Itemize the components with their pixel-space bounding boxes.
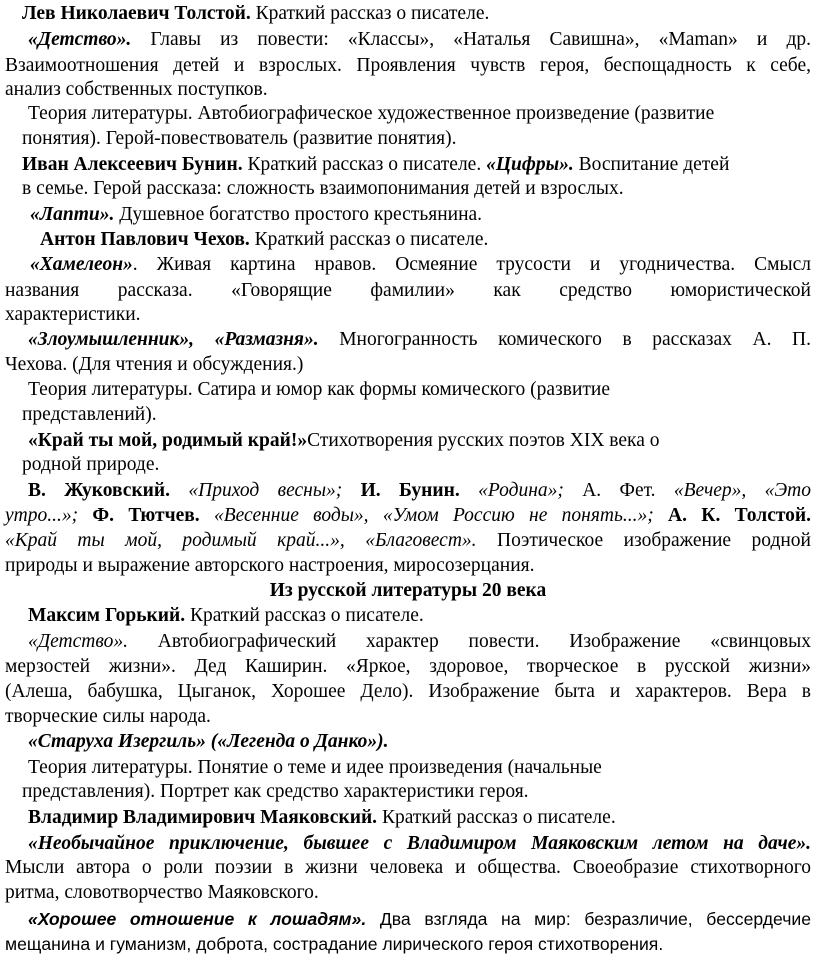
text-run: Теория литературы. Автобиографическое художественное произведение (развитие bbox=[28, 103, 715, 124]
text-line bbox=[5, 54, 811, 78]
text-run: мещанина и гуманизм, доброта, сострадание лирического героя стихотворения. bbox=[5, 934, 664, 954]
text-run: «Детство». bbox=[28, 29, 132, 50]
text-run: творческие силы народа. bbox=[5, 706, 211, 727]
text-run: В. Жуковский. bbox=[28, 480, 171, 501]
text-line bbox=[22, 177, 624, 201]
text-run: понятия). Герой-повествователь (развитие понятия). bbox=[22, 128, 457, 149]
text-run: «Лапти». bbox=[30, 204, 115, 225]
text-line bbox=[28, 604, 424, 628]
text-run: А. К. Толстой. bbox=[668, 505, 812, 526]
text-run: И. Бунин. bbox=[360, 480, 460, 501]
text-run: Воспитание детей bbox=[573, 154, 730, 175]
text-line bbox=[28, 102, 714, 126]
text-line bbox=[28, 378, 610, 402]
text-run: Душевное богатство простого крестьянина. bbox=[114, 204, 483, 225]
text-run: Теория литературы. Понятие о теме и идее произведения (начальные bbox=[28, 757, 602, 778]
text-run: «Злоумышленник», «Размазня». bbox=[28, 329, 319, 350]
text-run bbox=[654, 505, 668, 526]
text-run bbox=[460, 480, 478, 501]
text-line bbox=[5, 705, 211, 729]
text-run bbox=[200, 505, 214, 526]
text-run: названия рассказа. «Говорящие фамилии» как средство юмористической bbox=[5, 280, 811, 301]
text-line bbox=[22, 153, 729, 177]
text-line bbox=[28, 429, 659, 453]
text-run: ритма, словотворчество Маяковского. bbox=[5, 882, 319, 903]
text-run: «Старуха Изергиль» («Легенда о Данко»). bbox=[28, 731, 389, 752]
text-run: «Вечер», «Это bbox=[673, 480, 811, 501]
text-run: Краткий рассказ о писателе. bbox=[249, 229, 489, 250]
text-line bbox=[22, 2, 489, 26]
text-line bbox=[5, 554, 535, 578]
text-line bbox=[28, 907, 811, 931]
text-line bbox=[28, 756, 602, 780]
text-line bbox=[28, 730, 389, 754]
text-line bbox=[22, 127, 456, 151]
text-run: в семье. Герой рассказа: сложность взаимопонимания детей и взрослых. bbox=[22, 178, 624, 199]
text-run: Чехова. (Для чтения и обсуждения.) bbox=[5, 354, 304, 375]
text-run: представлений). bbox=[22, 404, 157, 425]
text-run: анализ собственных поступков. bbox=[5, 79, 268, 100]
text-run: Из русской литературы 20 века bbox=[269, 580, 547, 601]
text-run: Краткий рассказ о писателе. bbox=[185, 605, 424, 626]
text-line bbox=[28, 630, 811, 654]
text-run: мерзостей жизни». Дед Каширин. «Яркое, здоровое, творческое в русской жизни» bbox=[5, 656, 811, 677]
text-run: характеристики. bbox=[5, 304, 141, 325]
text-line bbox=[28, 28, 811, 52]
text-run: «Весенние воды», «Умом Россию не понять...»; bbox=[213, 505, 654, 526]
text-run: Ф. Тютчев. bbox=[92, 505, 200, 526]
text-run: Краткий рассказ о писателе. bbox=[250, 3, 490, 24]
text-run: Поэтическое изображение родной bbox=[476, 530, 811, 551]
section-heading bbox=[0, 579, 816, 603]
text-run: Теория литературы. Сатира и юмор как формы комического (развитие bbox=[28, 379, 611, 400]
text-run: родной природе. bbox=[22, 454, 160, 475]
text-run: «Необычайное приключение, бывшее с Владимиром Маяковским летом на даче». bbox=[28, 833, 811, 854]
text-run: природы и выражение авторского настроения, миросозерцания. bbox=[5, 555, 535, 576]
text-run: «Детство». bbox=[28, 631, 128, 652]
text-run: Максим Горький. bbox=[28, 605, 186, 626]
text-run bbox=[342, 480, 360, 501]
text-line bbox=[5, 529, 811, 553]
text-run: Многогранность комического в рассказах А. П. bbox=[318, 329, 811, 350]
text-run: утро...»; bbox=[5, 505, 79, 526]
text-line bbox=[5, 856, 811, 880]
text-run: (Алеша, бабушка, Цыганок, Хорошее Дело). Изображение быта и характеров. Вера в bbox=[5, 681, 811, 702]
text-run: «Край ты мой, родимый край...», «Благовест». bbox=[5, 530, 477, 551]
text-run: Стихотворения русских поэтов XIX века о bbox=[307, 430, 660, 451]
text-run: «Приход весны»; bbox=[188, 480, 343, 501]
text-line bbox=[22, 780, 529, 804]
text-run: «Хорошее отношение к лошадям». bbox=[28, 909, 367, 929]
text-run: Взаимоотношения детей и взрослых. Проявления чувств героя, беспощадность к себе, bbox=[5, 55, 811, 76]
text-line bbox=[28, 328, 811, 352]
text-line bbox=[5, 655, 811, 679]
text-line bbox=[5, 78, 268, 102]
text-line bbox=[5, 680, 811, 704]
text-run bbox=[78, 505, 92, 526]
text-run: Главы из повести: «Классы», «Наталья Савишна», «Maman» и др. bbox=[131, 29, 811, 50]
text-run: представления). Портрет как средство характеристики героя. bbox=[22, 781, 529, 802]
text-line bbox=[5, 881, 319, 905]
text-line bbox=[30, 203, 482, 227]
text-line bbox=[5, 353, 303, 377]
text-run: Краткий рассказ о писателе. bbox=[242, 154, 487, 175]
text-line bbox=[28, 806, 616, 830]
text-run: «Хамелеон» bbox=[30, 254, 133, 275]
text-line bbox=[22, 403, 157, 427]
text-run: Два взгляда на мир: безразличие, бессердечие bbox=[366, 909, 811, 929]
text-run: «Родина»; bbox=[478, 480, 564, 501]
text-line bbox=[5, 303, 141, 327]
text-line bbox=[22, 453, 159, 477]
text-line bbox=[28, 479, 811, 503]
text-line bbox=[5, 504, 811, 528]
text-run: Краткий рассказ о писателе. bbox=[377, 807, 616, 828]
text-run bbox=[170, 480, 188, 501]
text-line bbox=[28, 832, 811, 856]
text-run: Иван Алексеевич Бунин. bbox=[22, 154, 243, 175]
text-line bbox=[30, 253, 811, 277]
text-run: Владимир Владимирович Маяковский. bbox=[28, 807, 378, 828]
text-run: . Живая картина нравов. Осмеяние трусости и угодничества. Смысл bbox=[132, 254, 811, 275]
text-run: Мысли автора о роли поэзии в жизни человека и общества. Своеобразие стихотворного bbox=[5, 857, 811, 878]
text-run: Лев Николаевич Толстой. bbox=[22, 3, 251, 24]
text-line bbox=[40, 228, 488, 252]
text-run: «Край ты мой, родимый край!» bbox=[28, 430, 308, 451]
text-line bbox=[5, 932, 663, 956]
text-run: Автобиографический характер повести. Изображение «свинцовых bbox=[127, 631, 811, 652]
text-run: А. Фет. bbox=[563, 480, 674, 501]
text-line bbox=[5, 279, 811, 303]
text-run: Антон Павлович Чехов. bbox=[40, 229, 250, 250]
text-run: «Цифры». bbox=[486, 154, 574, 175]
